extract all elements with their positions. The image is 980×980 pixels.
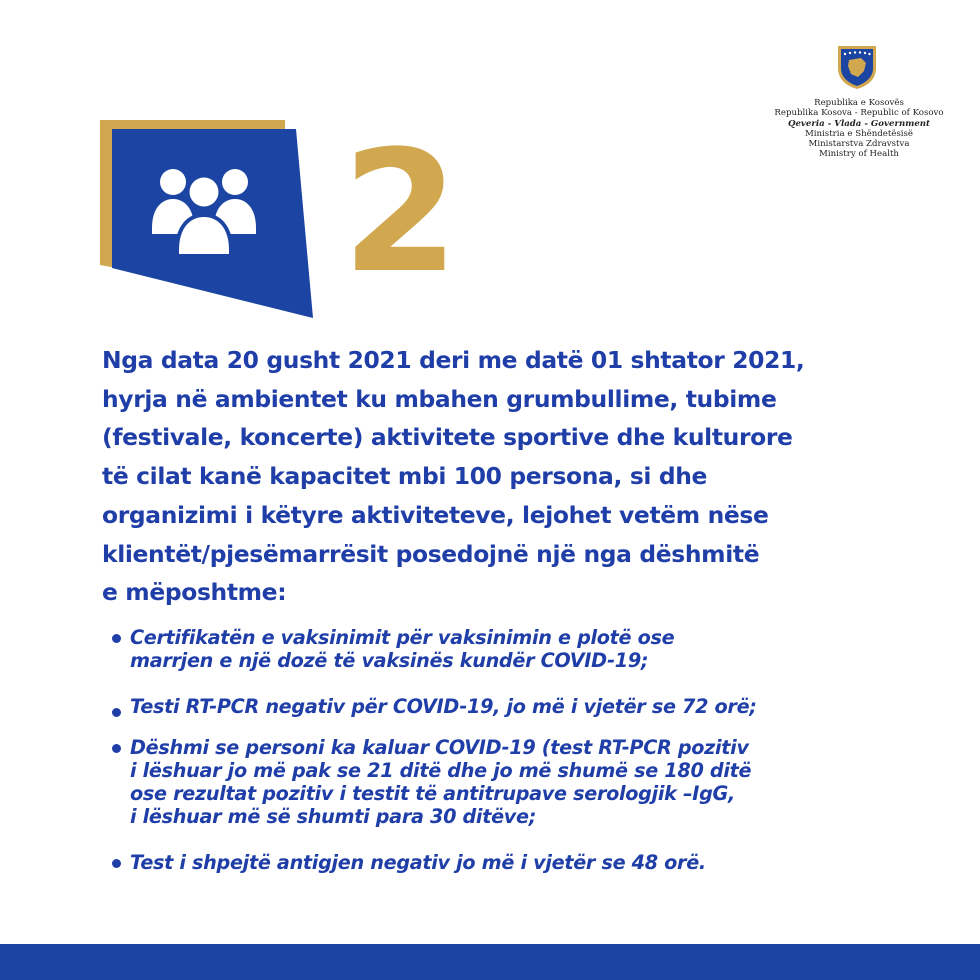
requirements-list [108,626,918,874]
list-item [108,736,918,828]
government-header [760,98,958,160]
bullet-dot-icon [112,708,121,717]
bullet-dot-icon [112,859,121,868]
intro-line: e mëposhtme: [102,578,287,607]
intro-line: hyrja në ambientet ku mbahen grumbullime, tubime [102,384,777,413]
intro-line: të cilat kanë kapacitet mbi 100 persona, si dhe [102,462,708,491]
intro-line: (festivale, koncerte) aktivitete sportive dhe kulturore [102,423,793,452]
gov-line: Ministry of Health [819,149,899,160]
list-item [108,695,918,718]
list-item-line: Certifikatën e vaksinimit për vaksinimin e plotë ose [130,626,675,649]
list-item-line: ose rezultat pozitiv i testit të antitrupave serologjik –IgG, [130,782,735,805]
list-item-line: marrjen e një dozë të vaksinës kundër COVID-19; [130,649,649,672]
intro-line: klientët/pjesëmarrësit posedojnë një nga dëshmitë [102,539,760,568]
intro-paragraph [102,341,902,612]
step-number: 2 [342,114,457,310]
gov-line: Qeveria - Vlada - Government [787,118,931,129]
gov-line: Republika Kosova - Republic of Kosovo [774,108,944,119]
list-item-line: Test i shpejtë antigjen negativ jo më i vjetër se 48 orë. [130,851,706,874]
list-item-line: i lëshuar më së shumti para 30 ditëve; [130,805,537,828]
bullet-dot-icon [112,744,121,753]
list-item [108,851,918,874]
bullet-dot-icon [112,634,121,643]
gov-line: Ministria e Shëndetësisë [804,128,914,139]
list-item-line: Dëshmi se personi ka kaluar COVID-19 (test RT-PCR pozitiv [130,736,749,759]
people-group-icon [148,160,260,256]
list-item-line: i lëshuar jo më pak se 21 ditë dhe jo më shumë se 180 ditë [130,759,752,782]
gov-line: Ministarstva Zdravstva [808,139,910,150]
gov-line: Republika e Kosovës [814,98,904,108]
bottom-bar [0,944,980,980]
intro-line: Nga data 20 gusht 2021 deri me datë 01 shtator 2021, [102,346,805,374]
list-item-line: Testi RT-PCR negativ për COVID-19, jo më i vjetër se 72 orë; [130,695,757,718]
intro-line: organizimi i këtyre aktiviteteve, lejohet vetëm nëse [102,500,769,529]
list-item [108,626,918,672]
kosovo-coat-of-arms-icon [836,44,878,90]
